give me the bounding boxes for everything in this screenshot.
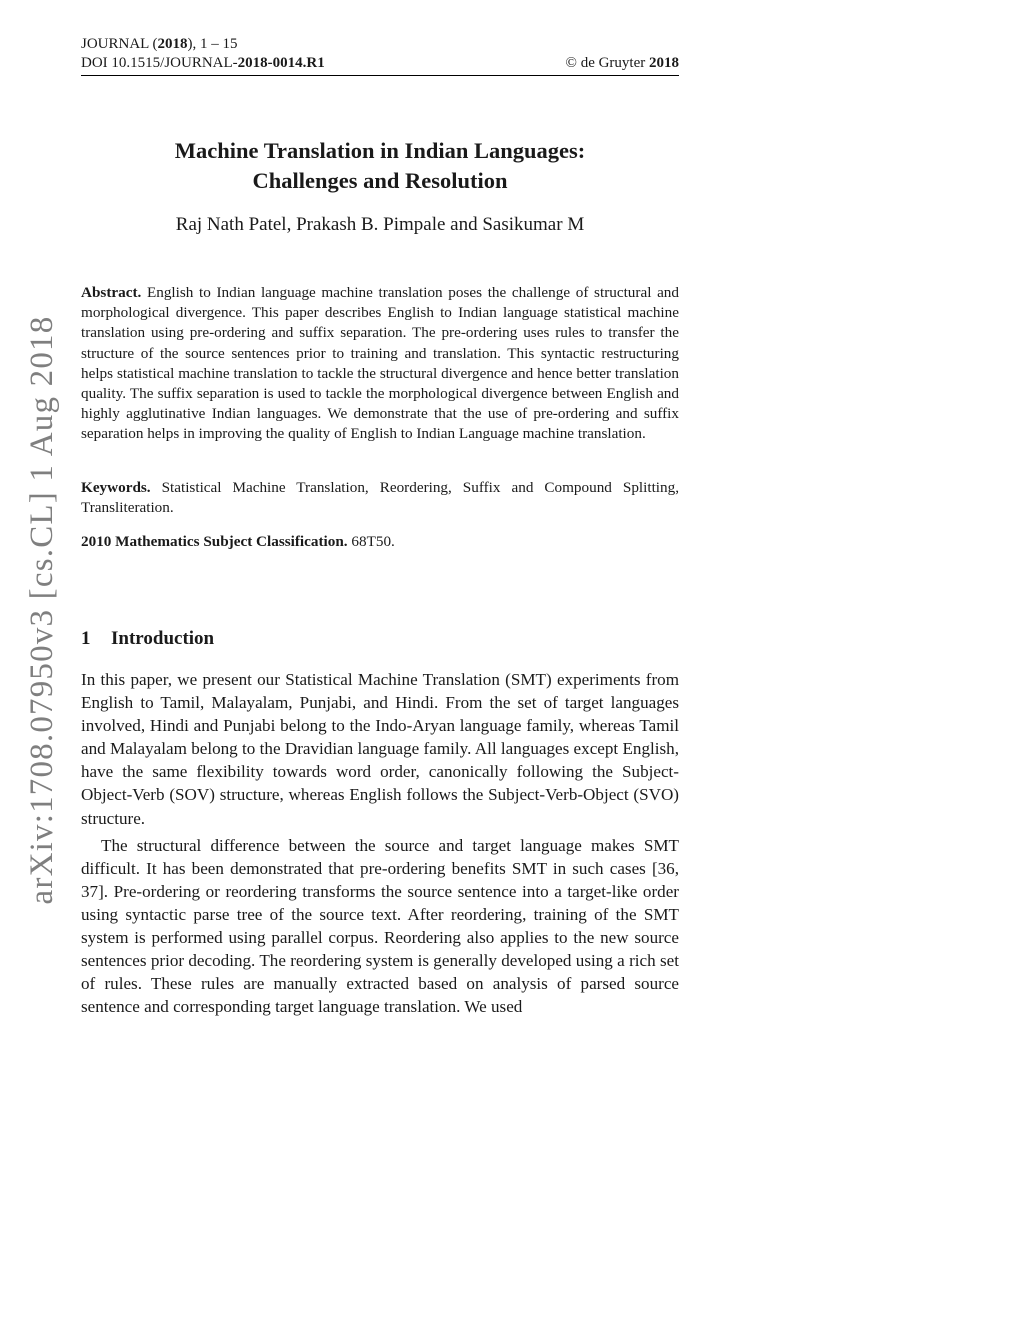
msc-label: 2010 Mathematics Subject Classification. <box>81 533 348 550</box>
section-title: Introduction <box>111 628 215 649</box>
title-line-2: Challenges and Resolution <box>252 168 508 193</box>
arxiv-stamp: arXiv:1708.07950v3 [cs.CL] 1 Aug 2018 <box>24 315 60 905</box>
abstract <box>81 283 679 445</box>
abstract-text: English to Indian language machine translation poses the challenge of structural and morphological divergence. This paper describes English to Indian language statistical machine translation using pre-ordering and suffix separation. The pre-ordering uses rules to transfer the structure of the source sentences prior to training and translation. This syntactic restructuring helps statistical machine translation to tackle the structural divergence and hence better translation quality. The suffix separation is used to tackle the morphological divergence between English and highly agglutinative Indian languages. We demonstrate that the use of pre-ordering and suffix separation helps in improving the quality of English to Indian Language machine translation. <box>81 284 679 443</box>
section-heading-introduction <box>81 627 214 651</box>
abstract-label: Abstract. <box>81 284 142 301</box>
journal-line: JOURNAL (2018), 1 – 15 <box>81 36 238 52</box>
keywords-text: Statistical Machine Translation, Reordering, Suffix and Compound Splitting, Transliteration. <box>81 479 679 517</box>
authors: Raj Nath Patel, Prakash B. Pimpale and Sasikumar M <box>175 214 585 235</box>
introduction-body <box>81 668 679 1018</box>
doi-row <box>81 54 679 73</box>
paragraph-2: The structural difference between the source and target language makes SMT difficult. It has been demonstrated that pre-ordering benefits SMT in such cases [36, 37]. Pre-ordering or reordering transforms the source sentence into a target-like order using syntactic parse tree of the source text. After reordering, training of the SMT system is performed using parallel corpus. Reordering also applies to the new source sentences prior decoding. The reordering system is generally developed using a rich set of rules. These rules are manually extracted based on analysis of parsed source sentence and corresponding target language translation. We used <box>81 835 679 1017</box>
subject-classification <box>81 532 679 552</box>
journal-year: 2018 <box>157 36 188 52</box>
section-number: 1 <box>81 628 91 649</box>
header-rule <box>81 75 679 76</box>
title-line-1: Machine Translation in Indian Languages: <box>174 138 586 163</box>
paper-title <box>81 136 679 196</box>
doi: DOI 10.1515/JOURNAL-2018-0014.R1 <box>81 55 325 71</box>
running-header <box>81 35 679 73</box>
msc-text: 68T50. <box>347 533 395 550</box>
copyright: © de Gruyter 2018 <box>565 55 679 71</box>
keywords <box>81 478 679 518</box>
keywords-label: Keywords. <box>81 479 151 496</box>
paragraph-1: In this paper, we present our Statistical Machine Translation (SMT) experiments from English to Tamil, Malayalam, Punjabi, and Hindi. From the set of target languages involved, Hindi and Punjabi belong to the Indo-Aryan language family, whereas Tamil and Malayalam belong to the Dravidian language family. All languages except English, have the same flexibility towards word order, canonically following the Subject-Object-Verb (SOV) structure, whereas English follows the Subject-Verb-Object (SVO) structure. <box>81 670 679 828</box>
